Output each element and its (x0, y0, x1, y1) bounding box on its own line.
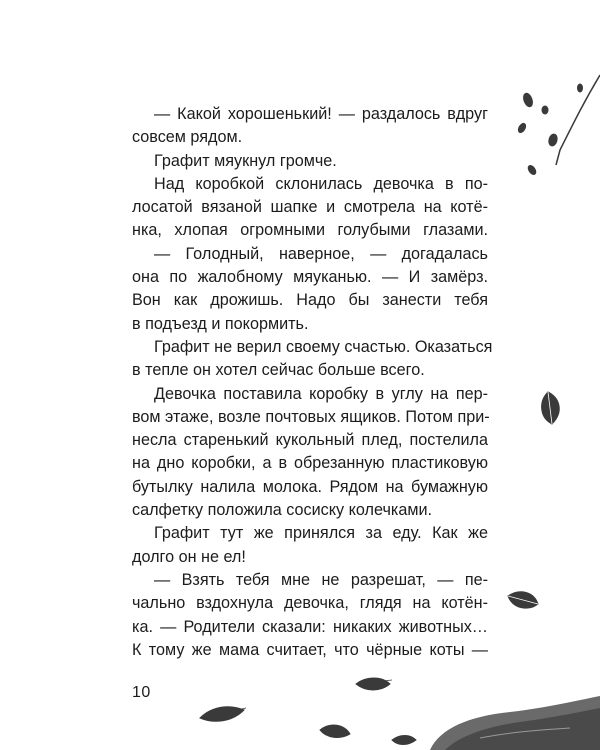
puddle-icon (430, 696, 600, 750)
page-number: 10 (132, 684, 151, 701)
text-line: долго он не ел! (132, 547, 246, 566)
text-line: К тому же мама считает, что чёрные коты — (132, 640, 488, 659)
text-line: вом этаже, возле почтовых ящиков. Потом при- (132, 407, 490, 426)
leaf-icon (508, 592, 538, 608)
text-line: на дно коробки, а в обрезанную пластиковую (132, 454, 488, 473)
text-line: Графит тут же принялся за еду. Как же (154, 524, 488, 543)
text-line: Графит не верил своему счастью. Оказаться (154, 337, 493, 356)
leaf-icon (320, 725, 350, 737)
text-line: в подъезд и покормить. (132, 314, 309, 333)
text-line: Графит мяукнул громче. (154, 151, 337, 170)
branch-icon (517, 75, 600, 176)
text-line: несла старенький кукольный плед, постелила (132, 431, 488, 450)
text-line: она по жалобному мяуканью. — И замёрз. (132, 268, 488, 287)
text-line: — Взять тебя мне не разрешат, — пе- (154, 570, 488, 589)
text-line: бутылку налила молока. Рядом на бумажную (132, 477, 488, 496)
text-line: салфетку положила сосиску колечками. (132, 501, 432, 520)
leaf-icon (356, 678, 392, 690)
leaf-icon (392, 736, 416, 745)
text-line: совсем рядом. (132, 128, 243, 147)
text-line: Вон как дрожишь. Надо бы занести тебя (132, 291, 488, 310)
text-line: нка, хлопая огромными голубыми глазами. (132, 221, 488, 240)
text-line: Над коробкой склонилась девочка в по- (154, 174, 488, 193)
text-line: лосатой вязаной шапке и смотрела на котё- (132, 198, 488, 217)
leaf-icon (542, 392, 560, 424)
text-line: ка. — Родители сказали: никаких животных… (132, 617, 488, 636)
leaf-icon (200, 707, 246, 722)
text-line: в тепле он хотел сейчас больше всего. (132, 361, 425, 380)
text-line: Девочка поставила коробку в углу на пер- (154, 384, 488, 403)
text-line: — Голодный, наверное, — догадалась (154, 244, 488, 263)
text-line: — Какой хорошенький! — раздалось вдруг (154, 105, 488, 123)
text-line: чально вздохнула девочка, глядя на котён- (132, 594, 488, 613)
